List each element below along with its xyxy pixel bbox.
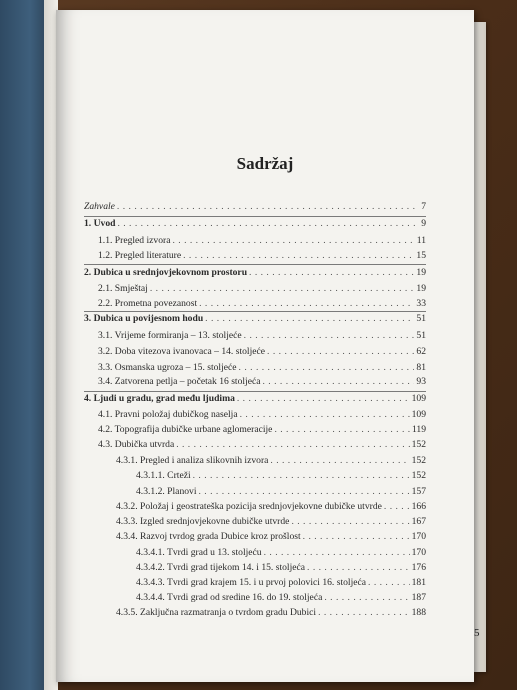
toc-entry: 4.3.1. Pregled i analiza slikovnih izvora . . . 152: [116, 455, 426, 466]
toc-entry: 4.3.2. Položaj i geostrateška pozicija srednjovjekovne dubičke utvrde . . . 166: [116, 501, 426, 512]
toc-entry: 4. Ljudi u gradu, grad među ljudima . . . 109: [84, 393, 426, 404]
toc-entry: 4.3.4.3. Tvrdi grad krajem 15. i u prvoj polovici 16. stoljeća . . . 181: [136, 577, 426, 588]
page-number: 5: [474, 627, 480, 639]
toc-entry: 1.2. Pregled literature . . . 15: [98, 250, 426, 261]
page-title: Sadržaj: [236, 154, 294, 173]
toc-entry: 4.3.3. Izgled srednjovjekovne dubičke utvrde . . . 167: [116, 516, 426, 527]
toc-entry: 4.3. Dubička utvrda . . . 152: [98, 439, 426, 450]
toc-entry: 2.1. Smještaj . . . 19: [98, 283, 426, 294]
toc-entry: 4.3.4. Razvoj tvrdog grada Dubice kroz prošlost . . . 170: [116, 531, 426, 542]
toc-entry: 2. Dubica u srednjovjekovnom prostoru . . . 19: [84, 267, 426, 278]
toc-entry: 4.3.4.1. Tvrdi grad u 13. stoljeću . . . 170: [136, 547, 426, 558]
toc-entry: 1.1. Pregled izvora . . . 11: [98, 235, 426, 246]
toc-entry: 4.3.4.2. Tvrdi grad tijekom 14. i 15. stoljeća . . . 176: [136, 562, 426, 573]
toc-entry: 3. Dubica u povijesnom hodu . . . 51: [84, 313, 426, 324]
toc-entry: 4.3.1.1. Crteži . . . 152: [136, 470, 426, 481]
toc-entry: 4.2. Topografija dubičke urbane aglomeracije . . . 119: [98, 424, 426, 435]
section-divider: [84, 311, 426, 312]
section-divider: [84, 391, 426, 392]
toc-entry: 4.3.5. Zaključna razmatranja o tvrdom gradu Dubici . . . 188: [116, 607, 426, 618]
toc-entry: 3.2. Doba vitezova ivanovaca – 14. stoljeće . . . 62: [98, 346, 426, 357]
toc-entry: 3.3. Osmanska ugroza – 15. stoljeće . . . 81: [98, 362, 426, 373]
toc-entry: 3.4. Zatvorena petlja – početak 16 stoljeća . . . 93: [98, 376, 426, 387]
toc-entry: 4.3.4.4. Tvrdi grad od sredine 16. do 19. stoljeća . . . 187: [136, 592, 426, 603]
toc-entry: 4.1. Pravni položaj dubičkog naselja . . . 109: [98, 409, 426, 420]
toc-entry: 3.1. Vrijeme formiranja – 13. stoljeće . . . 51: [98, 330, 426, 341]
section-divider: [84, 216, 426, 217]
toc-entry: 1. Uvod . . . 9: [84, 218, 426, 229]
page-stack-right: [474, 22, 486, 672]
section-divider: [84, 264, 426, 265]
toc-entry: Zahvale . . . 7: [84, 201, 426, 212]
book-cover-edge: [0, 0, 50, 690]
toc-entry: 2.2. Prometna povezanost . . . 33: [98, 298, 426, 309]
toc-entry: 4.3.1.2. Planovi . . . 157: [136, 486, 426, 497]
